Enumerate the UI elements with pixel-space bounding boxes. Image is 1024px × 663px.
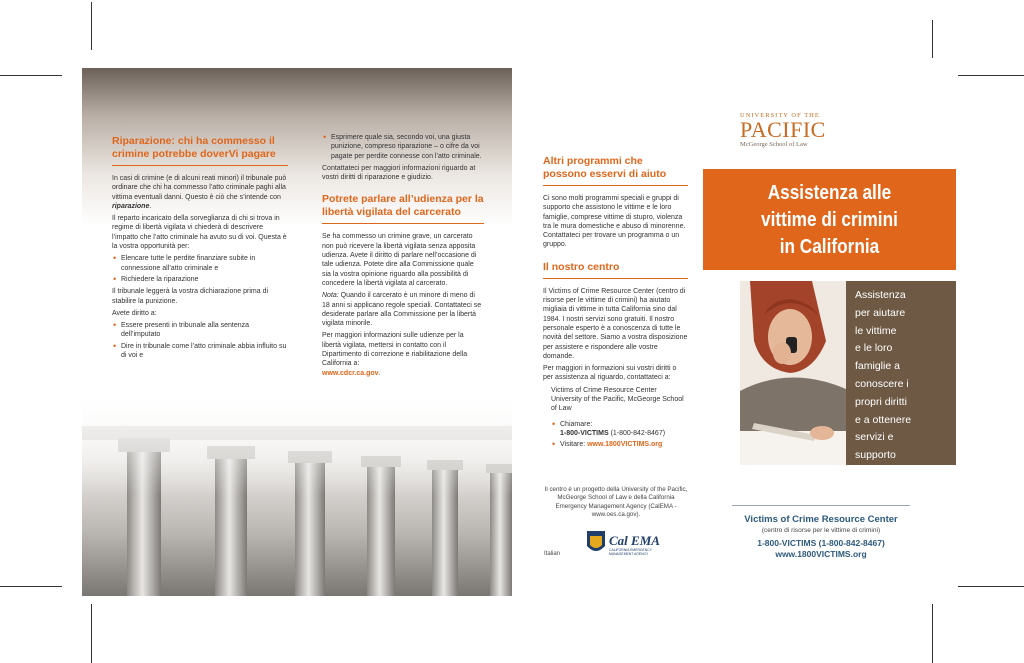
calema-logo-sub1: CALIFORNIA EMERGENCY [609,548,652,552]
calema-logo [585,528,675,558]
visit-label: Visitare: [560,441,588,449]
heading-rule [112,165,288,166]
crop-mark [958,75,1024,76]
restitution-column [112,135,288,363]
list-item: • Elencare tutte le perdite finanziare subite in connessione all’atto criminale e [112,254,288,273]
pacific-logo [740,112,826,148]
call-label: Chiamare: [560,420,593,428]
restitution-paragraph [112,174,288,211]
court-paragraph: Il tribunale leggerà la vostra dichiarazione prima di stabilire la punizione. [112,288,269,305]
visit-item [551,440,688,449]
cover-footer [732,514,910,559]
opportunity-list [112,254,288,284]
crop-mark [932,604,933,663]
heading-rule [543,185,688,186]
programs-paragraph: Ci sono molti programmi speciali e gruppi di supporto che assistono le vittime e le loro famiglie, comprese vittime di stupro, violenza tra le mura domestiche e abuso di minorenne. Contattateci per trovare un programma o un gruppo. [543,195,686,249]
crop-mark [958,586,1024,587]
footer-website[interactable]: www.1800VICTIMS.org [775,549,867,559]
woman-on-phone-photo [740,281,846,465]
heading-rule [543,278,688,279]
heading-rule [322,223,484,224]
contact-paragraph: Contattateci per maggiori informazioni riguardo at vostri diritti di riparazione e giudizio. [322,164,476,182]
cover-title [761,179,898,260]
center-heading: Il nostro centro [543,260,620,273]
note-text: Quando il carcerato è un minore di meno di 18 anni si applicano regole speciali. Contattateci se desiderate parlare alla Commissione per la libertà vigilata minorile. [322,292,482,328]
rights-intro: Avete diritto a: [112,309,157,317]
cdcr-paragraph [322,331,484,377]
period: . [378,369,381,377]
footer-subtitle: (centro di risorse per le vittime di crimini) [761,527,881,534]
footer-name: Victims of Crime Resource Center [744,514,898,525]
pacific-logo-top: UNIVERSITY OF THE [740,112,820,119]
list-item: • Dire in tribunale come l’atto criminale abbia influito su di voi e [112,342,288,361]
list-item: • Richiedere la riparazione [112,275,288,284]
phone-number: (1-800-842-8467) [608,429,666,437]
list-item: • Essere presenti in tribunale alla sentenza dell’imputato [112,321,288,340]
parole-column [322,133,484,381]
tagline-line: servizi e [855,431,894,444]
tagline-line: famiglie a [855,360,900,373]
period: . [149,202,152,210]
programs-heading: Altri programmi che possono esservi di aiuto [543,155,667,180]
tagline-line: conoscere i [855,377,909,390]
address-line: Victims of Crime Resource Center [551,386,657,394]
crop-mark [0,586,62,587]
call-item [551,420,688,439]
crop-mark [932,20,933,58]
calema-logo-sub2: MANAGEMENT AGENCY [609,552,649,556]
language-label: Italian [544,551,561,557]
cover-photo-block [740,281,956,465]
tagline-line: e a ottenere [855,413,912,426]
crop-mark [91,2,92,50]
note-label: Nota: [322,292,339,300]
restitution-term: riparazione [112,202,150,210]
website-link[interactable]: www.1800VICTIMS.org [587,441,663,449]
address [543,386,688,414]
cover-tagline [855,287,950,465]
rights-list-continued [322,133,484,161]
probation-paragraph: Il reparto incaricato della sorveglianza di chi si trova in regime di libertà vigilata vi chiederà di descrivere l’impatto che l’atto criminale ha avuto su di voi. Questa è la vostra opportunità per: [112,215,287,251]
restitution-text: In casi di crimine (e di alcuni reati minori) il tribunale può ordinare che chi ha commesso l’atto criminale paghi alla vittima eventuali danni. Questo è ciò che s’intende con [112,175,287,201]
parole-heading: Potrete parlare all’udienza per la libertà vigilata del carcerato [322,193,484,219]
tagline-line: Assistenza [855,289,906,301]
rights-list [112,321,288,360]
contact-list [543,420,688,450]
tagline-line: e le loro [855,342,893,355]
tagline-line: propri diritti [855,395,907,408]
tagline-line: per aiutare [855,306,906,319]
pacific-logo-main: PACIFIC [740,117,826,142]
crop-mark [91,604,92,663]
restitution-heading: Riparazione: chi ha commesso il crimine potrebbe doverVi pagare [112,135,276,160]
contact-intro: Per maggiori in formazioni sui vostri diritti o per assistenza al riguardo, contattateci a: [543,365,677,382]
crop-mark [0,75,62,76]
title-line: vittime di crimini [761,208,898,231]
list-item: • Esprimere quale sia, secondo voi, una giusta punizione, compreso riparazione – o cifre da voi pagate per perdite connesse con l’atto criminale. [322,133,484,161]
center-paragraph: Il Victims of Crime Resource Center (centro di risorse per le vittime di crimini) ha aiutato migliaia di vittime in tutta California sino dal 1984. I nostri servizi sono gratuiti. Il nostro personale esperto è a conoscenza di tutte le novità del settore. Siamo a vostra disposizione per assistere e rispondere alle vostre domande. [543,287,688,360]
footer-phone[interactable]: 1-800-VICTIMS (1-800-842-8467) [757,538,885,548]
tagline-line: supporto [855,449,896,462]
title-line: Assistenza alle [767,181,892,204]
footer-rule [732,505,910,506]
cdcr-link[interactable]: www.cdcr.ca.gov [322,369,379,377]
cdcr-text: Per maggiori informazioni sulle udienze per la libertà vigilata, mettersi in contatto con il Dipartimento di correzione e riabilitazione della California a: [322,332,468,368]
programs-column [543,155,688,453]
pacific-logo-sub: McGeorge School of Law [740,141,808,148]
credit-text: Il centro è un progetto della University of the Pacific, McGeorge School of Law e della California Emergency Management Agency (CalEMA - www.oes.ca.gov). [544,486,688,519]
calema-logo-text: Cal EMA [609,533,660,548]
address-line: University of the Pacific, McGeorge School of Law [551,396,684,413]
parole-paragraph: Se ha commesso un crimine grave, un carcerato non può ricevere la libertà vigilata senza apposita udienza. Avete il diritto di parlare nell’occasione di tale udienza. Potete dire alla Commissione quale sia la vostra opinione riguardo alla possibilità di concedere la libertà vigilata al carcerato. [322,233,477,287]
note-paragraph [322,291,484,328]
tagline-line: le vittime [855,324,897,337]
cover-title-block [703,169,956,270]
temple-columns-image [82,396,512,596]
title-line: in California [779,235,880,258]
photo-illustration [740,281,846,465]
phone-vanity[interactable]: 1-800-VICTIMS [560,429,609,437]
